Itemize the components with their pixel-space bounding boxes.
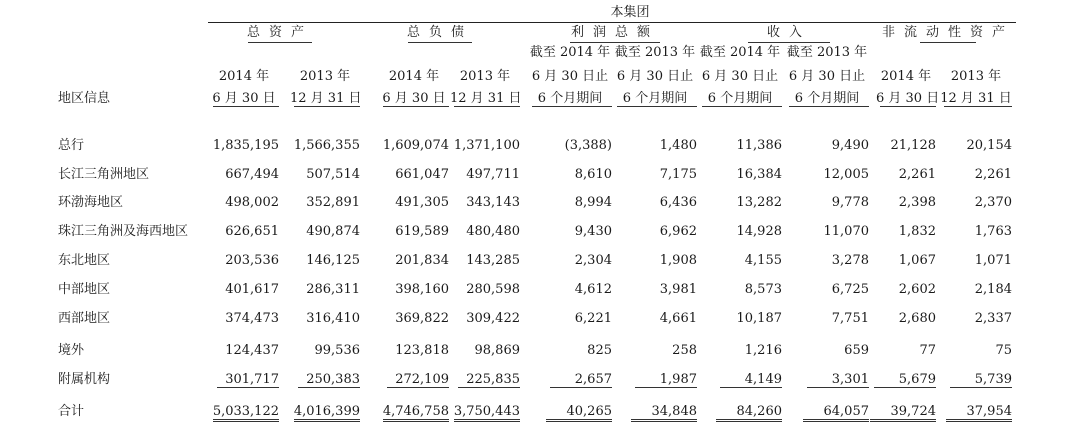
column-header-rule xyxy=(383,106,449,107)
table-cell: 10,187 xyxy=(736,311,782,326)
column-header: 12 月 31 日 xyxy=(290,91,362,106)
table-cell: 8,573 xyxy=(744,282,782,297)
table-cell: 497,711 xyxy=(466,167,520,182)
table-cell: 124,437 xyxy=(225,343,279,358)
table-cell: 8,994 xyxy=(574,195,612,210)
table-cell: 498,002 xyxy=(225,195,279,210)
total-double-rule-top xyxy=(213,419,279,420)
table-cell: 661,047 xyxy=(395,167,449,182)
column-group-rule xyxy=(748,42,830,43)
column-header-rule xyxy=(617,106,697,107)
table-cell: 9,430 xyxy=(574,224,612,239)
table-cell: 12,005 xyxy=(823,167,869,182)
row-header-label: 地区信息 xyxy=(58,91,111,106)
table-cell: 1,566,355 xyxy=(293,138,360,153)
column-header: 截至 2014 年 xyxy=(529,45,611,60)
table-cell: 13,282 xyxy=(736,195,782,210)
total-double-rule-bottom xyxy=(946,421,1012,422)
column-header: 截至 2013 年 xyxy=(614,45,696,60)
column-group-non-current-assets: 非流动性资产 xyxy=(881,25,1014,40)
table-cell: 11,070 xyxy=(823,224,869,239)
table-cell: 4,661 xyxy=(659,311,697,326)
table-cell: 3,981 xyxy=(659,282,697,297)
table-cell: 77 xyxy=(919,343,936,358)
table-cell: 16,384 xyxy=(736,167,782,182)
column-header: 2014 年 xyxy=(218,69,270,84)
table-cell: 258 xyxy=(672,343,697,358)
column-header-rule xyxy=(789,106,869,107)
total-double-rule-top xyxy=(294,419,360,420)
subtotal-rule xyxy=(458,387,520,388)
total-double-rule-top xyxy=(546,419,612,420)
column-group-rule xyxy=(408,42,472,43)
table-cell: 2,261 xyxy=(974,167,1012,182)
column-header-rule xyxy=(880,106,936,107)
table-cell: 480,480 xyxy=(466,224,520,239)
table-cell: 2,602 xyxy=(898,282,936,297)
column-group-revenue: 收入 xyxy=(766,25,811,40)
column-group-rule xyxy=(570,42,660,43)
total-double-rule-top xyxy=(383,419,449,420)
column-header: 6 月 30 日止 xyxy=(531,69,609,84)
table-cell: 1,987 xyxy=(659,372,697,387)
column-header: 6 月 30 日 xyxy=(876,91,940,106)
total-cell: 39,724 xyxy=(890,404,936,419)
total-cell: 37,954 xyxy=(966,404,1012,419)
total-double-rule-bottom xyxy=(546,421,612,422)
table-cell: 4,155 xyxy=(744,253,782,268)
table-cell: 1,908 xyxy=(659,253,697,268)
table-cell: 1,763 xyxy=(974,224,1012,239)
table-cell: 11,386 xyxy=(736,138,782,153)
table-cell: 201,834 xyxy=(395,253,449,268)
table-cell: 2,680 xyxy=(898,311,936,326)
table-cell: 2,184 xyxy=(974,282,1012,297)
table-cell: 1,371,100 xyxy=(453,138,520,153)
total-double-rule-top xyxy=(631,419,697,420)
total-double-rule-top xyxy=(803,419,869,420)
column-header: 12 月 31 日 xyxy=(940,91,1012,106)
table-cell: 1,067 xyxy=(898,253,936,268)
table-cell: 2,304 xyxy=(574,253,612,268)
column-header: 2014 年 xyxy=(880,69,932,84)
column-header: 6 月 30 日止 xyxy=(616,69,694,84)
table-cell: 7,175 xyxy=(659,167,697,182)
subtotal-rule xyxy=(807,387,869,388)
column-header: 2013 年 xyxy=(299,69,351,84)
table-cell: 98,869 xyxy=(474,343,520,358)
total-label: 合计 xyxy=(58,404,85,419)
region-label: 境外 xyxy=(58,343,85,358)
table-cell: 6,725 xyxy=(831,282,869,297)
table-cell: 2,398 xyxy=(898,195,936,210)
region-label: 环渤海地区 xyxy=(58,195,124,210)
column-header-rule xyxy=(454,106,520,107)
column-header: 2013 年 xyxy=(459,69,511,84)
table-cell: 3,278 xyxy=(831,253,869,268)
table-cell: 146,125 xyxy=(306,253,360,268)
table-cell: 309,422 xyxy=(466,311,520,326)
table-cell: 20,154 xyxy=(966,138,1012,153)
region-label: 总行 xyxy=(58,138,85,153)
table-cell: 5,739 xyxy=(974,372,1012,387)
table-cell: 123,818 xyxy=(395,343,449,358)
table-cell: 626,651 xyxy=(225,224,279,239)
column-header: 6 月 30 日 xyxy=(212,91,276,106)
column-header: 6 月 30 日止 xyxy=(701,69,779,84)
column-header-rule xyxy=(702,106,782,107)
table-cell: 225,835 xyxy=(466,372,520,387)
table-cell: 1,832 xyxy=(898,224,936,239)
total-double-rule-bottom xyxy=(213,421,279,422)
table-cell: 4,149 xyxy=(744,372,782,387)
table-cell: 398,160 xyxy=(395,282,449,297)
entity-heading: 本集团 xyxy=(610,5,650,20)
column-header: 6 个月期间 xyxy=(622,91,688,106)
table-cell: 2,261 xyxy=(898,167,936,182)
table-cell: 659 xyxy=(844,343,869,358)
table-cell: 491,305 xyxy=(395,195,449,210)
total-cell: 40,265 xyxy=(566,404,612,419)
total-double-rule-bottom xyxy=(716,421,782,422)
total-cell: 84,260 xyxy=(736,404,782,419)
table-cell: 75 xyxy=(995,343,1012,358)
subtotal-rule xyxy=(635,387,697,388)
region-label: 附属机构 xyxy=(58,372,111,387)
table-cell: 286,311 xyxy=(306,282,360,297)
table-cell: 8,610 xyxy=(574,167,612,182)
table-cell: 6,436 xyxy=(659,195,697,210)
table-cell: 1,216 xyxy=(744,343,782,358)
table-cell: 14,928 xyxy=(736,224,782,239)
table-cell: 99,536 xyxy=(314,343,360,358)
table-cell: 490,874 xyxy=(306,224,360,239)
column-group-rule xyxy=(248,42,312,43)
table-cell: 6,221 xyxy=(574,311,612,326)
subtotal-rule xyxy=(950,387,1012,388)
table-cell: 7,751 xyxy=(831,311,869,326)
column-header: 截至 2014 年 xyxy=(699,45,781,60)
table-cell: 374,473 xyxy=(225,311,279,326)
column-header: 2013 年 xyxy=(950,69,1002,84)
table-cell: 9,490 xyxy=(831,138,869,153)
table-cell: 352,891 xyxy=(306,195,360,210)
table-cell: 5,679 xyxy=(898,372,936,387)
total-cell: 3,750,443 xyxy=(453,404,520,419)
column-header: 6 个月期间 xyxy=(707,91,773,106)
table-cell: 9,778 xyxy=(831,195,869,210)
subtotal-rule xyxy=(387,387,449,388)
subtotal-rule xyxy=(298,387,360,388)
column-header: 6 个月期间 xyxy=(794,91,860,106)
subtotal-rule xyxy=(217,387,279,388)
table-cell: 507,514 xyxy=(306,167,360,182)
table-cell: 21,128 xyxy=(890,138,936,153)
table-cell: 1,071 xyxy=(974,253,1012,268)
table-cell: 343,143 xyxy=(466,195,520,210)
table-cell: 316,410 xyxy=(306,311,360,326)
table-cell: 825 xyxy=(587,343,612,358)
subtotal-rule xyxy=(720,387,782,388)
total-cell: 4,746,758 xyxy=(382,404,449,419)
entity-heading-rule xyxy=(208,22,1016,23)
total-double-rule-bottom xyxy=(803,421,869,422)
table-cell: 2,337 xyxy=(974,311,1012,326)
table-cell: 1,835,195 xyxy=(212,138,279,153)
table-cell: (3,388) xyxy=(564,138,612,153)
table-cell: 250,383 xyxy=(306,372,360,387)
column-header: 12 月 31 日 xyxy=(450,91,522,106)
table-cell: 2,657 xyxy=(574,372,612,387)
total-double-rule-bottom xyxy=(870,421,936,422)
region-label: 长江三角洲地区 xyxy=(58,167,150,182)
column-header: 6 月 30 日 xyxy=(382,91,446,106)
region-label: 西部地区 xyxy=(58,311,111,326)
total-double-rule-top xyxy=(454,419,520,420)
column-group-total-profit: 利润总额 xyxy=(570,25,659,40)
column-group-total-assets: 总资产 xyxy=(246,25,313,40)
table-cell: 272,109 xyxy=(395,372,449,387)
total-double-rule-top xyxy=(716,419,782,420)
total-double-rule-bottom xyxy=(383,421,449,422)
table-cell: 619,589 xyxy=(395,224,449,239)
column-group-total-liabilities: 总负债 xyxy=(406,25,473,40)
table-cell: 667,494 xyxy=(225,167,279,182)
table-cell: 203,536 xyxy=(225,253,279,268)
subtotal-rule xyxy=(874,387,936,388)
column-header-rule xyxy=(532,106,612,107)
table-cell: 3,301 xyxy=(831,372,869,387)
column-group-rule xyxy=(920,42,976,43)
total-cell: 5,033,122 xyxy=(212,404,279,419)
table-cell: 1,480 xyxy=(659,138,697,153)
column-header: 2014 年 xyxy=(388,69,440,84)
total-cell: 34,848 xyxy=(651,404,697,419)
table-cell: 1,609,074 xyxy=(382,138,449,153)
column-header: 6 个月期间 xyxy=(537,91,603,106)
column-header-rule xyxy=(213,106,279,107)
table-cell: 369,822 xyxy=(395,311,449,326)
table-cell: 2,370 xyxy=(974,195,1012,210)
total-double-rule-bottom xyxy=(454,421,520,422)
table-cell: 143,285 xyxy=(466,253,520,268)
table-cell: 4,612 xyxy=(574,282,612,297)
table-cell: 280,598 xyxy=(466,282,520,297)
total-cell: 64,057 xyxy=(823,404,869,419)
total-double-rule-top xyxy=(870,419,936,420)
total-double-rule-top xyxy=(946,419,1012,420)
total-double-rule-bottom xyxy=(631,421,697,422)
column-header: 6 月 30 日止 xyxy=(788,69,866,84)
table-cell: 401,617 xyxy=(225,282,279,297)
total-double-rule-bottom xyxy=(294,421,360,422)
column-header-rule xyxy=(944,106,1012,107)
total-cell: 4,016,399 xyxy=(293,404,360,419)
region-label: 中部地区 xyxy=(58,282,111,297)
column-header: 截至 2013 年 xyxy=(786,45,868,60)
subtotal-rule xyxy=(550,387,612,388)
table-cell: 6,962 xyxy=(659,224,697,239)
region-label: 东北地区 xyxy=(58,253,111,268)
column-header-rule xyxy=(294,106,360,107)
region-label: 珠江三角洲及海西地区 xyxy=(58,224,189,239)
table-cell: 301,717 xyxy=(225,372,279,387)
